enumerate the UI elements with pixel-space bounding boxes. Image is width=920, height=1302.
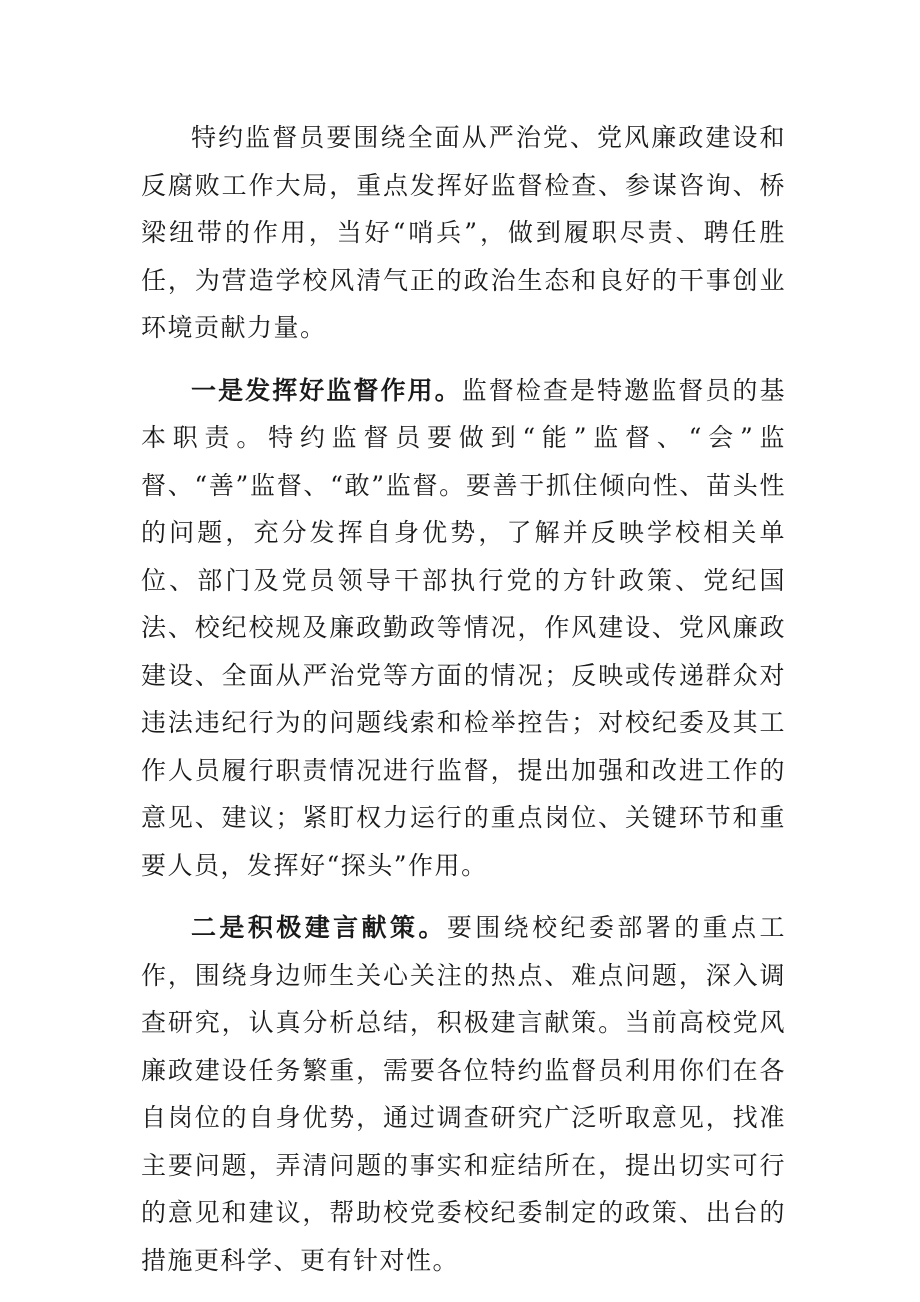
document-body (141, 114, 786, 1284)
paragraph-suggestions-lead: 二是积极建言献策。 (191, 913, 447, 942)
paragraph-suggestions (141, 904, 786, 1284)
paragraph-supervision (141, 367, 786, 890)
paragraph-intro-text: 特约监督员要围绕全面从严治党、党风廉政建设和反腐败工作大局，重点发挥好监督检查、参谋咨询、桥梁纽带的作用，当好“哨兵”，做到履职尽责、聘任胜任，为营造学校风清气正的政治生态和良好的干事创业环境贡献力量。 (141, 123, 786, 342)
paragraph-intro (141, 114, 786, 352)
paragraph-suggestions-text: 要围绕校纪委部署的重点工作，围绕身边师生关心关注的热点、难点问题，深入调查研究，认真分析总结，积极建言献策。当前高校党风廉政建设任务繁重，需要各位特约监督员利用你们在各自岗位的自身优势，通过调查研究广泛听取意见，找准主要问题，弄清问题的事实和症结所在，提出切实可行的意见和建议，帮助校党委校纪委制定的政策、出台的措施更科学、更有针对性。 (141, 913, 786, 1275)
paragraph-supervision-text: 监督检查是特邀监督员的基本职责。特约监督员要做到“能”监督、“会”监督、“善”监督、“敢”监督。要善于抓住倾向性、苗头性的问题，充分发挥自身优势，了解并反映学校相关单位、部门及党员领导干部执行党的方针政策、党纪国法、校纪校规及廉政勤政等情况，作风建设、党风廉政建设、全面从严治党等方面的情况；反映或传递群众对违法违纪行为的问题线索和检举控告；对校纪委及其工作人员履行职责情况进行监督，提出加强和改进工作的意见、建议；紧盯权力运行的重点岗位、关键环节和重要人员，发挥好“探头”作用。 (141, 375, 786, 880)
paragraph-supervision-lead: 一是发挥好监督作用。 (191, 375, 462, 405)
